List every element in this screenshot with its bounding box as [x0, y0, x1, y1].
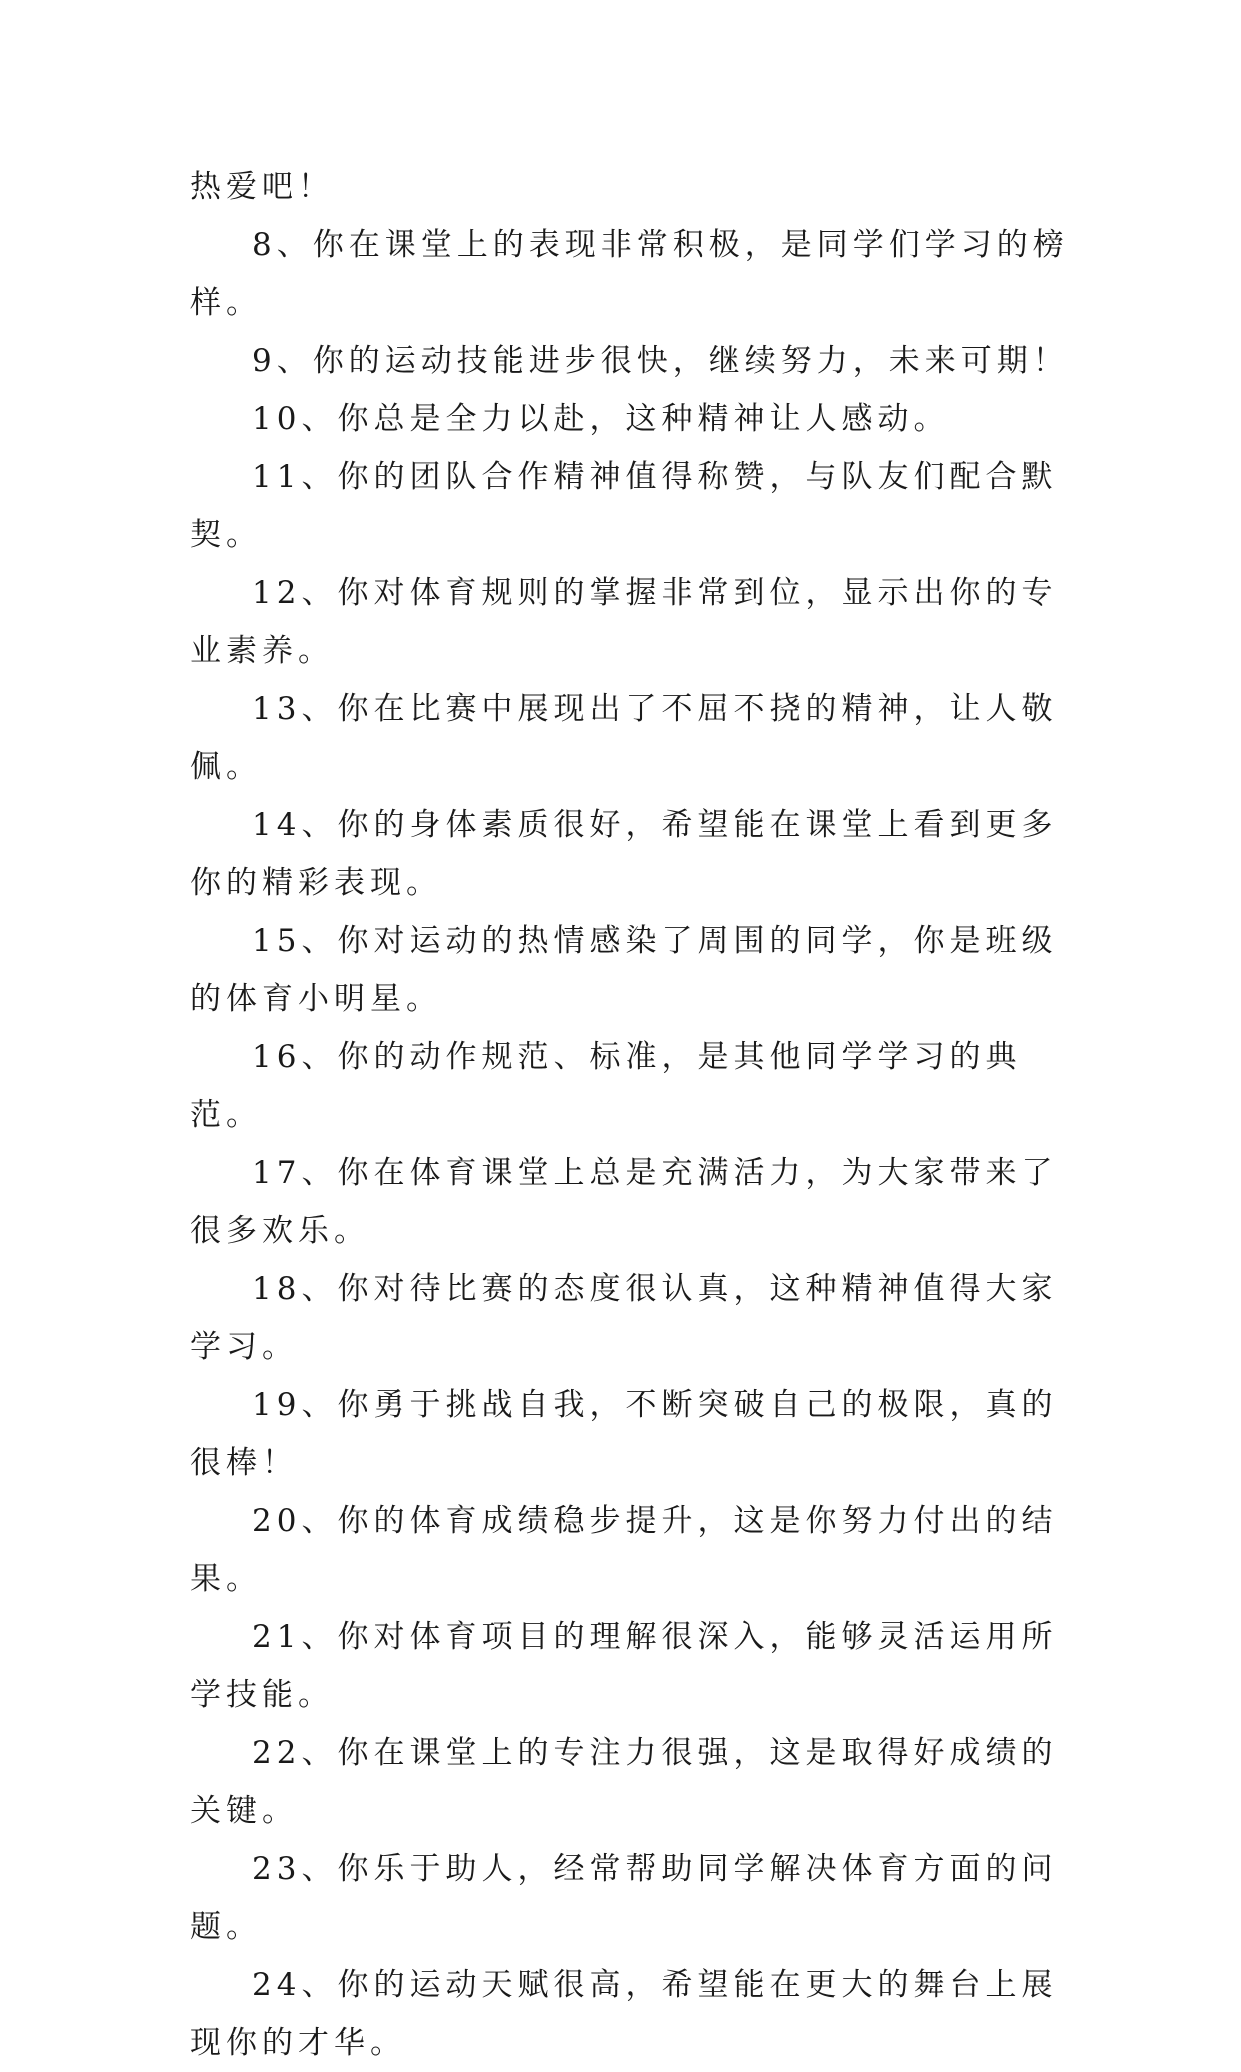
- comment-item-15: 15、你对运动的热情感染了周围的同学，你是班级的体育小明星。: [190, 923, 1058, 1017]
- comment-item-16: 16、你的动作规范、标准，是其他同学学习的典范。: [190, 1039, 1022, 1133]
- comment-item-21: 21、你对体育项目的理解很深入，能够灵活运用所学技能。: [190, 1619, 1058, 1713]
- comment-item-19: 19、你勇于挑战自我，不断突破自己的极限，真的很棒！: [190, 1387, 1058, 1481]
- comment-item-10: 10、你总是全力以赴，这种精神让人感动。: [252, 401, 950, 437]
- paragraph-continuation: 热爱吧！: [190, 169, 334, 205]
- comment-item-13: 13、你在比赛中展现出了不屈不挠的精神，让人敬佩。: [190, 691, 1058, 785]
- comment-item-23: 23、你乐于助人，经常帮助同学解决体育方面的问题。: [190, 1851, 1058, 1945]
- comment-item-22: 22、你在课堂上的专注力很强，这是取得好成绩的关键。: [190, 1735, 1058, 1829]
- comment-item-24: 24、你的运动天赋很高，希望能在更大的舞台上展现你的才华。: [190, 1967, 1058, 2061]
- comment-item-17: 17、你在体育课堂上总是充满活力，为大家带来了很多欢乐。: [190, 1155, 1058, 1249]
- comment-item-18: 18、你对待比赛的态度很认真，这种精神值得大家学习。: [190, 1271, 1058, 1365]
- document-body: [190, 158, 1070, 2072]
- comment-item-9: 9、你的运动技能进步很快，继续努力，未来可期！: [252, 343, 1069, 379]
- comment-item-20: 20、你的体育成绩稳步提升，这是你努力付出的结果。: [190, 1503, 1058, 1597]
- comment-item-8: 8、你在课堂上的表现非常积极，是同学们学习的榜样。: [190, 227, 1069, 321]
- comment-item-11: 11、你的团队合作精神值得称赞，与队友们配合默契。: [190, 459, 1058, 553]
- comment-item-14: 14、你的身体素质很好，希望能在课堂上看到更多你的精彩表现。: [190, 807, 1058, 901]
- comment-item-12: 12、你对体育规则的掌握非常到位，显示出你的专业素养。: [190, 575, 1058, 669]
